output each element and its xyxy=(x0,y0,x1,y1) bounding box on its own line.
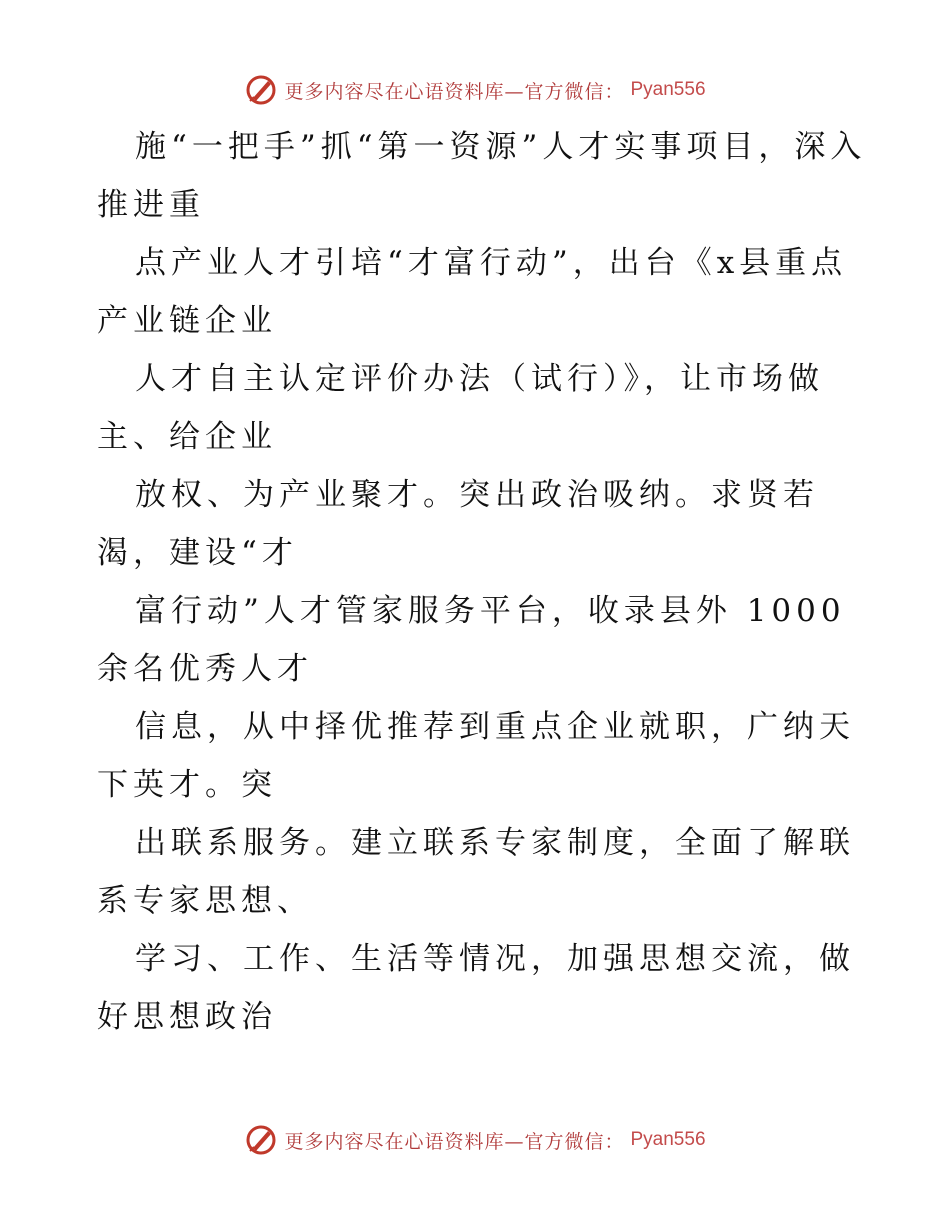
watermark-text: 更多内容尽在心语资料库—官方微信： xyxy=(284,1130,625,1153)
header-watermark xyxy=(0,70,950,110)
pen-logo-icon xyxy=(244,73,278,107)
paragraph: 施“一把手”抓“第一资源”人才实事项目，深入推进重 xyxy=(97,129,867,223)
paragraph: 放权、为产业聚才。突出政治吸纳。求贤若渴，建设“才 xyxy=(97,477,819,571)
paragraph: 出联系服务。建立联系专家制度，全面了解联系专家思想、 xyxy=(97,825,855,919)
paragraph: 人才自主认定评价办法（试行）》，让市场做主、给企业 xyxy=(97,361,824,455)
pen-logo-icon xyxy=(244,1123,278,1157)
paragraph: 点产业人才引培“才富行动”，出台《x县重点产业链企业 xyxy=(97,245,848,339)
document-body xyxy=(97,118,867,1046)
watermark-wechat-id: Pyan556 xyxy=(630,79,706,100)
watermark-text: 更多内容尽在心语资料库—官方微信： xyxy=(284,80,625,103)
paragraph: 学习、工作、生活等情况，加强思想交流，做好思想政治 xyxy=(97,941,855,1035)
footer-watermark xyxy=(0,1120,950,1160)
paragraph: 富行动”人才管家服务平台，收录县外 1000 余名优秀人才 xyxy=(97,593,846,687)
paragraph: 信息，从中择优推荐到重点企业就职，广纳天下英才。突 xyxy=(97,709,855,803)
watermark-wechat-id: Pyan556 xyxy=(630,1129,706,1150)
